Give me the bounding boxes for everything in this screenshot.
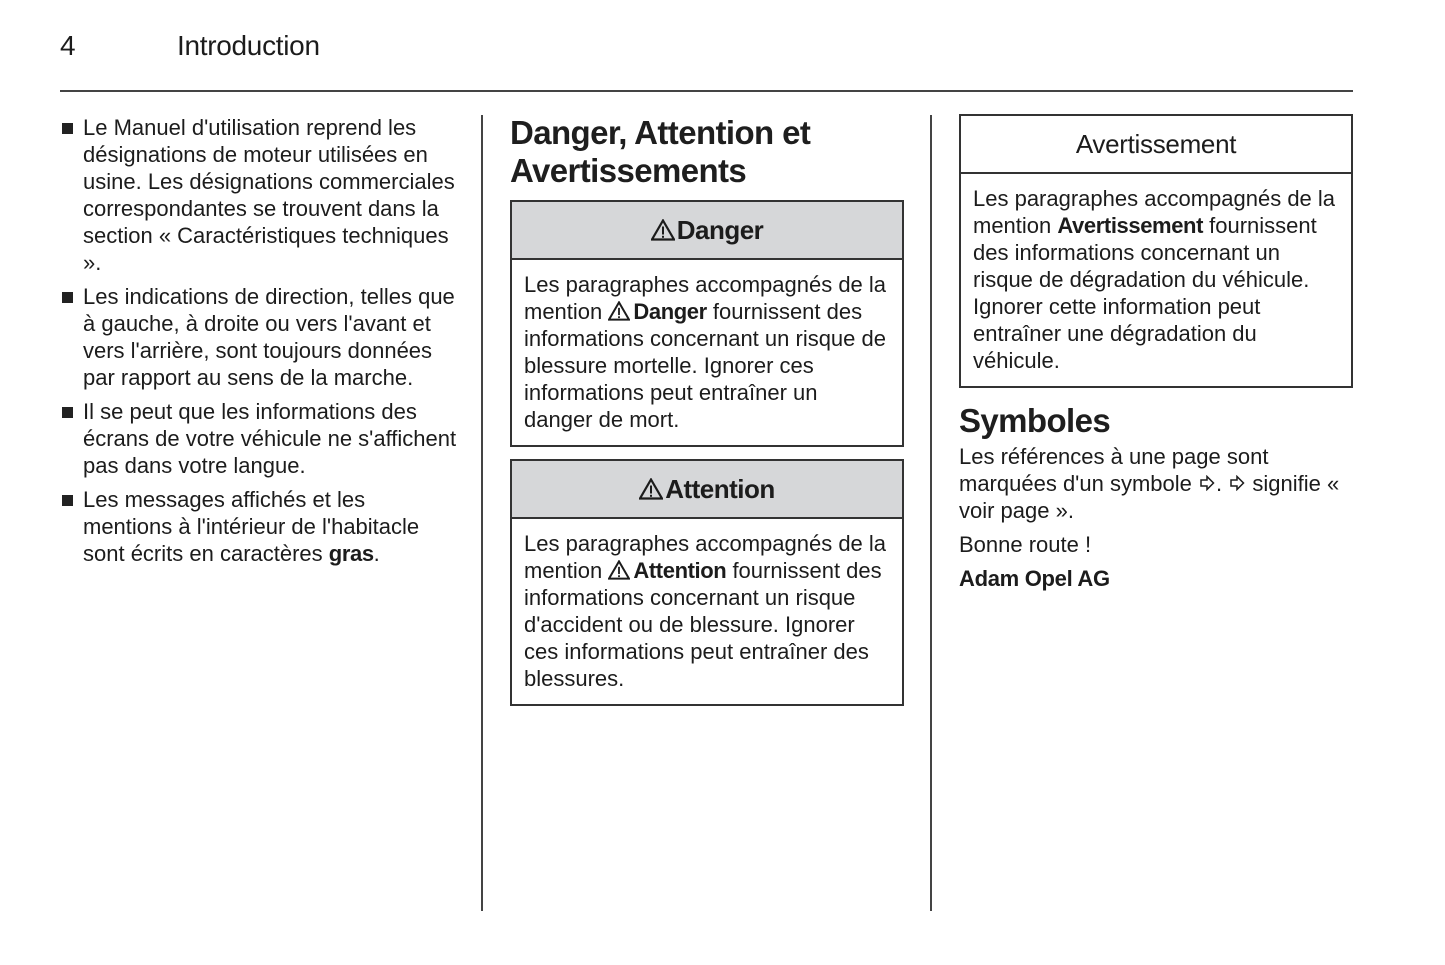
signature: Adam Opel AG — [959, 566, 1110, 591]
list-item — [60, 398, 460, 479]
symbols-text: . — [1216, 471, 1229, 496]
bullet-text-end: . — [373, 541, 380, 566]
attention-notice-body — [512, 519, 902, 704]
page-reference-arrow-icon — [1199, 475, 1215, 491]
danger-notice-body — [512, 260, 902, 445]
bold-term: Avertissement — [1057, 213, 1204, 238]
column-2 — [510, 114, 904, 706]
bullet-square-icon — [62, 495, 73, 506]
bullet-square-icon — [62, 407, 73, 418]
bullet-text: Il se peut que les informations des écrans de votre véhicule ne s'affichent pas dans votre langue. — [83, 399, 457, 478]
list-item — [60, 114, 460, 276]
column-3 — [959, 114, 1353, 599]
attention-notice-header — [512, 461, 902, 519]
notice-text: fournissent des informations concernant un risque d'accident ou de blessure. Ignorer ces informations peut entraîner des blessures. — [524, 558, 882, 691]
warning-triangle-icon — [651, 219, 675, 241]
closing-text: Bonne route ! — [959, 532, 1092, 557]
danger-notice — [510, 200, 904, 447]
symbols-text: Les références à une page sont marquées d'un symbole — [959, 444, 1269, 496]
symbols-heading: Symboles — [959, 402, 1111, 439]
list-item — [60, 486, 460, 567]
column-divider — [930, 115, 932, 911]
page-reference-arrow-icon — [1229, 475, 1245, 491]
avertissement-notice-body — [961, 174, 1351, 386]
bold-term: Danger — [633, 299, 707, 324]
bullet-list — [60, 114, 460, 567]
bullet-square-icon — [62, 292, 73, 303]
bullet-text: Les indications de direction, telles que à gauche, à droite ou vers l'avant et vers l'arrière, sont toujours données par rapport au sens de la marche. — [83, 284, 455, 390]
bold-term: gras — [328, 541, 374, 566]
bold-term: Attention — [633, 558, 727, 583]
notice-text: Les paragraphes accompagnés de la mention — [524, 531, 887, 583]
bullet-text: Les messages affichés et les mentions à l'intérieur de l'habitacle sont écrits en caractères — [83, 487, 420, 566]
notice-text: fournissent des informations concernant un risque de blessure mortelle. Ignorer ces informations peut entraîner un danger de mort. — [524, 299, 886, 432]
attention-notice — [510, 459, 904, 706]
avertissement-notice-header — [961, 116, 1351, 174]
column-1 — [60, 114, 460, 574]
warning-triangle-icon — [608, 560, 630, 580]
list-item — [60, 283, 460, 391]
notice-text: Les paragraphes accompagnés de la mention — [973, 186, 1336, 238]
warning-triangle-icon — [639, 478, 663, 500]
notice-text: Les paragraphes accompagnés de la mention — [524, 272, 887, 324]
page-number: 4 — [60, 30, 76, 61]
attention-notice-title: Attention — [665, 473, 775, 504]
symbols-paragraph — [959, 443, 1353, 524]
bullet-text: Le Manuel d'utilisation reprend les désignations de moteur utilisées en usine. Les désignations commerciales correspondantes se trouvent dans la section « Caractéristiques techniques ». — [83, 115, 455, 275]
bullet-square-icon — [62, 123, 73, 134]
avertissement-notice — [959, 114, 1353, 388]
notice-text: fournissent des informations concernant un risque de dégradation du véhicule. Ignorer cette information peut entraîner une dégradation du véhicule. — [973, 213, 1317, 373]
column-divider — [481, 115, 483, 911]
danger-notice-header — [512, 202, 902, 260]
avertissement-notice-title: Avertissement — [1075, 128, 1237, 159]
running-title: Introduction — [177, 30, 320, 61]
symbols-text: signifie « voir page ». — [959, 471, 1340, 523]
danger-notice-title: Danger — [676, 214, 764, 245]
warning-triangle-icon — [608, 301, 630, 321]
section-heading: Danger, Attention et Avertissements — [510, 114, 811, 189]
header-rule — [60, 90, 1353, 92]
